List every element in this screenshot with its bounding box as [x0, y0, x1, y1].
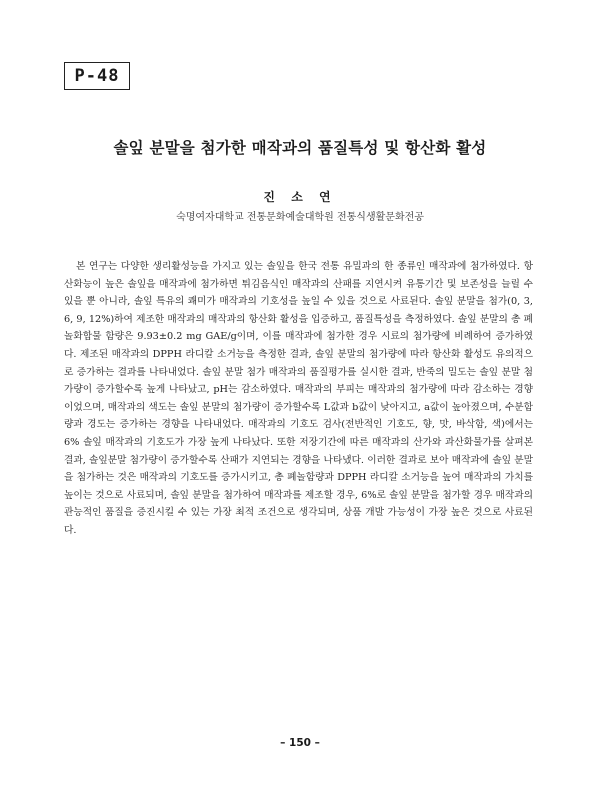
paper-title: 솔잎 분말을 첨가한 매작과의 품질특성 및 항산화 활성	[113, 139, 487, 157]
author-name: 진 소 연	[263, 190, 337, 204]
author-affiliation: 숙명여자대학교 전통문화예술대학원 전통식생활문화전공	[176, 212, 424, 223]
abstract-body: 본 연구는 다양한 생리활성능을 가지고 있는 솔잎을 한국 전통 유밀과의 한 종류인 매작과에 첨가하였다. 항산화능이 높은 솔잎을 매작과에 첨가하면 튀김음식인 매작과의 산패를 지연시켜 유통기간 및 보존성을 늘릴 수 있을 뿐 아니라, 솔잎 특유의 쾌미가 매작과의 기호성을 높일 수 있을 것으로 사료된다. 솔잎 분말을 첨가(0, 3, 6, 9, 12%)하여 제조한 매작과의 매작과의 항산화 활성을 입증하고, 품질특성을 측정하였다. 솔잎 분말의 총 폐놀화합물 함량은 9.93±0.2 mg GAE/g이며, 이를 매작과에 첨가한 경우 시료의 첨가량에 비례하여 증가하였다. 제조된 매작과의 DPPH 라디칼 소거능을 측정한 결과, 솔잎 분말의 첨가량에 따라 항산화 활성도 유의적으로 증가하는 결과를 나타내었다. 솔잎 분말 첨가 매작과의 품질평가를 실시한 결과, 반죽의 밀도는 솔잎 분말 첨가량이 증가할수록 높게 나타났고, pH는 감소하였다. 매작과의 부피는 매작과의 첨가량에 따라 감소하는 경향이었으며, 매작과의 색도는 솔잎 분말의 첨가량이 증가할수록 L값과 b값이 낮아지고, a값이 높아졌으며, 수분함량과 경도는 증가하는 경향을 나타내었다. 매작과의 기호도 검사(전반적인 기호도, 향, 맛, 바삭함, 색)에서는 6% 솔잎 매작과의 기호도가 가장 높게 나타났다. 또한 저장기간에 따른 매작과의 산가와 과산화물가를 살펴본 결과, 솔잎분말 첨가량이 증가할수록 산패가 지연되는 경향을 나타냈다. 이러한 결과로 보아 매작과에 솔잎 분말을 첨가하는 것은 매작과의 기호도를 증가시키고, 총 폐놀함량과 DPPH 라디칼 소거능을 높여 매작과의 가치를 높이는 것으로 사료되며, 솔잎 분말을 첨가하여 매작과를 제조할 경우, 6%로 솔잎 분말을 첨가할 경우 매작과의 관능적인 품질을 증진시킬 수 있는 가장 최적 조건으로 생각되며, 상품 개발 가능성이 가장 높은 것으로 사료된다.	[64, 261, 533, 536]
page-number: – 150 –	[280, 737, 320, 749]
poster-number-label: P-48	[64, 62, 130, 90]
